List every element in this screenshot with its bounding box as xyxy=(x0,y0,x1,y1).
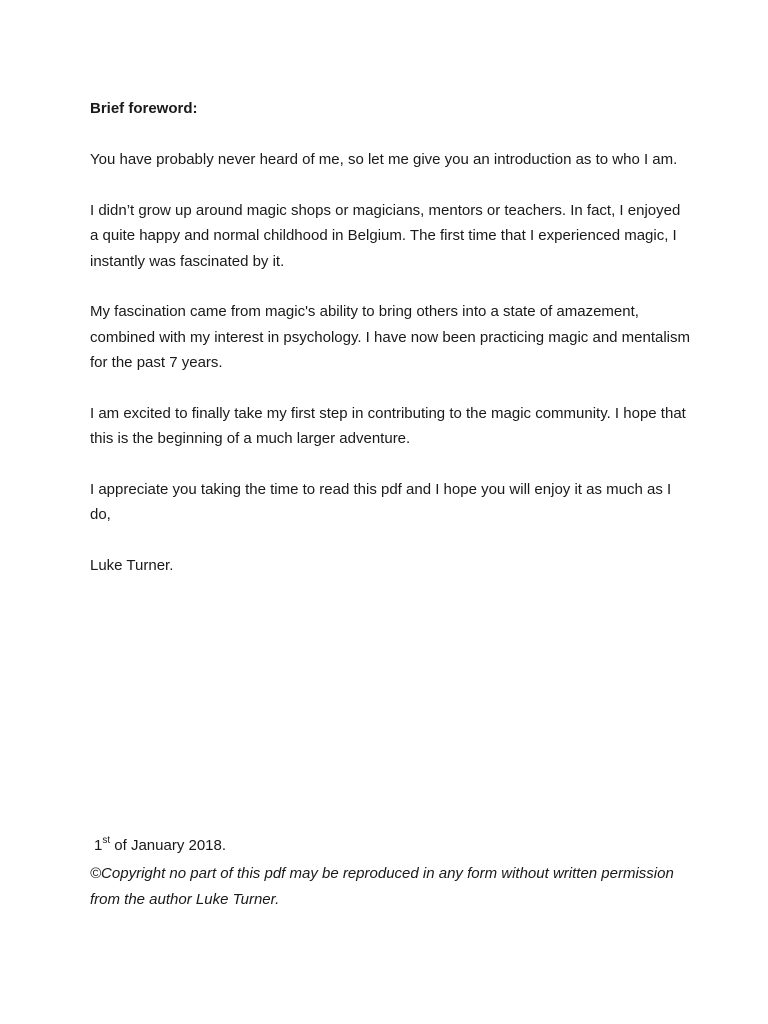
date-suffix: st xyxy=(102,835,111,846)
foreword-heading: Brief foreword: xyxy=(90,100,198,117)
appreciation-paragraph: I appreciate you taking the time to read this pdf and I hope you will enjoy it as much as I do, xyxy=(90,480,672,523)
signature: Luke Turner. xyxy=(90,556,174,574)
footer xyxy=(90,834,690,912)
intro-paragraph: You have probably never heard of me, so let me give you an introduction as to who I am. xyxy=(90,151,678,168)
childhood-paragraph: I didn’t grow up around magic shops or magicians, mentors or teachers. In fact, I enjoyed a quite happy and normal childhood in Belgium. The first time that I experienced magic, I instantly was fascinated by it. xyxy=(90,201,681,270)
fascination-paragraph: My fascination came from magic's ability to bring others into a state of amazement, combined with my interest in psychology. I have now been practicing magic and mentalism for the past 7 years. xyxy=(90,303,691,371)
date-line xyxy=(94,834,690,858)
community-paragraph: I am excited to finally take my first step in contributing to the magic community. I hope that this is the beginning of a much larger adventure. xyxy=(90,404,686,447)
copyright-notice: ©Copyright no part of this pdf may be reproduced in any form without written permission from the author Luke Turner. xyxy=(90,865,674,908)
foreword-body xyxy=(90,96,690,603)
date-rest: of January 2018. xyxy=(110,837,227,854)
date-day: 1 xyxy=(94,837,103,854)
